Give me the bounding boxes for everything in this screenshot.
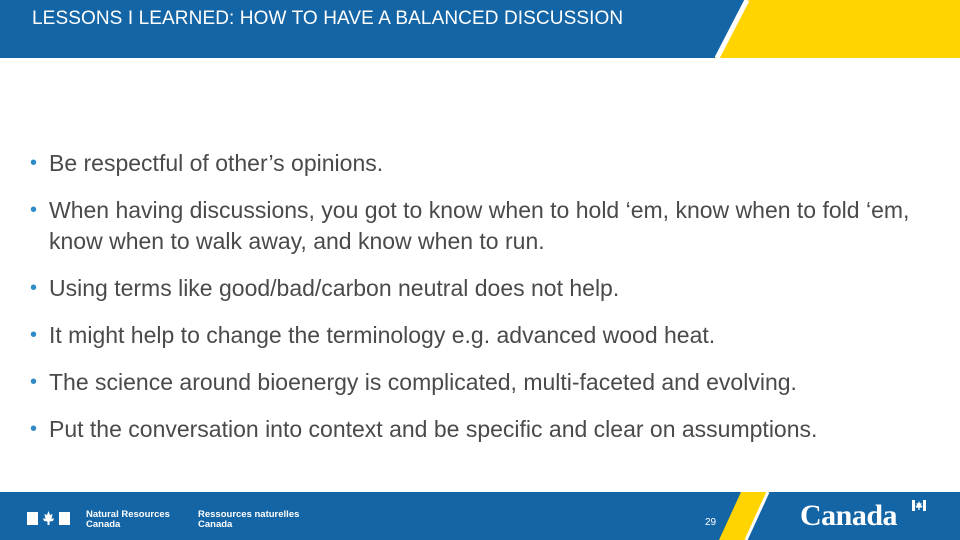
wordmark-flag-icon <box>912 500 926 511</box>
bullet-marker: • <box>30 371 38 393</box>
department-name-en <box>86 510 170 529</box>
bullet-marker: • <box>30 199 38 221</box>
slide-title: LESSONS I LEARNED: HOW TO HAVE A BALANCED DISCUSSION <box>32 8 624 29</box>
bullet-item <box>30 148 955 179</box>
bullet-text: Put the conversation into context and be specific and clear on assumptions. <box>49 416 818 442</box>
department-name-en-line2: Canada <box>86 518 121 530</box>
bullet-item <box>30 414 955 445</box>
bullet-item <box>30 195 955 257</box>
bullet-marker: • <box>30 152 38 174</box>
bullet-text: The science around bioenergy is complicated, multi-faceted and evolving. <box>49 369 797 395</box>
department-name-fr-line1: Ressources naturelles <box>198 509 300 520</box>
department-name-fr-line2: Canada <box>198 518 233 530</box>
department-name-en-line1: Natural Resources <box>86 509 170 520</box>
bullet-marker: • <box>30 418 38 440</box>
bullet-item <box>30 367 955 398</box>
bullet-list <box>30 148 955 461</box>
page-number: 29 <box>705 517 717 528</box>
bullet-text: Using terms like good/bad/carbon neutral does not help. <box>49 275 620 301</box>
canada-wordmark: Canada <box>800 499 898 532</box>
bullet-text: It might help to change the terminology e.g. advanced wood heat. <box>49 322 716 348</box>
canada-flag-icon <box>27 510 70 527</box>
bullet-marker: • <box>30 277 38 299</box>
department-name-fr <box>198 510 299 529</box>
bullet-text: Be respectful of other’s opinions. <box>49 150 384 176</box>
bullet-marker: • <box>30 324 38 346</box>
bullet-item <box>30 320 955 351</box>
bullet-item <box>30 273 955 304</box>
bullet-text: When having discussions, you got to know when to hold ‘em, know when to fold ‘em, know when to walk away, and know when to run. <box>49 197 910 254</box>
